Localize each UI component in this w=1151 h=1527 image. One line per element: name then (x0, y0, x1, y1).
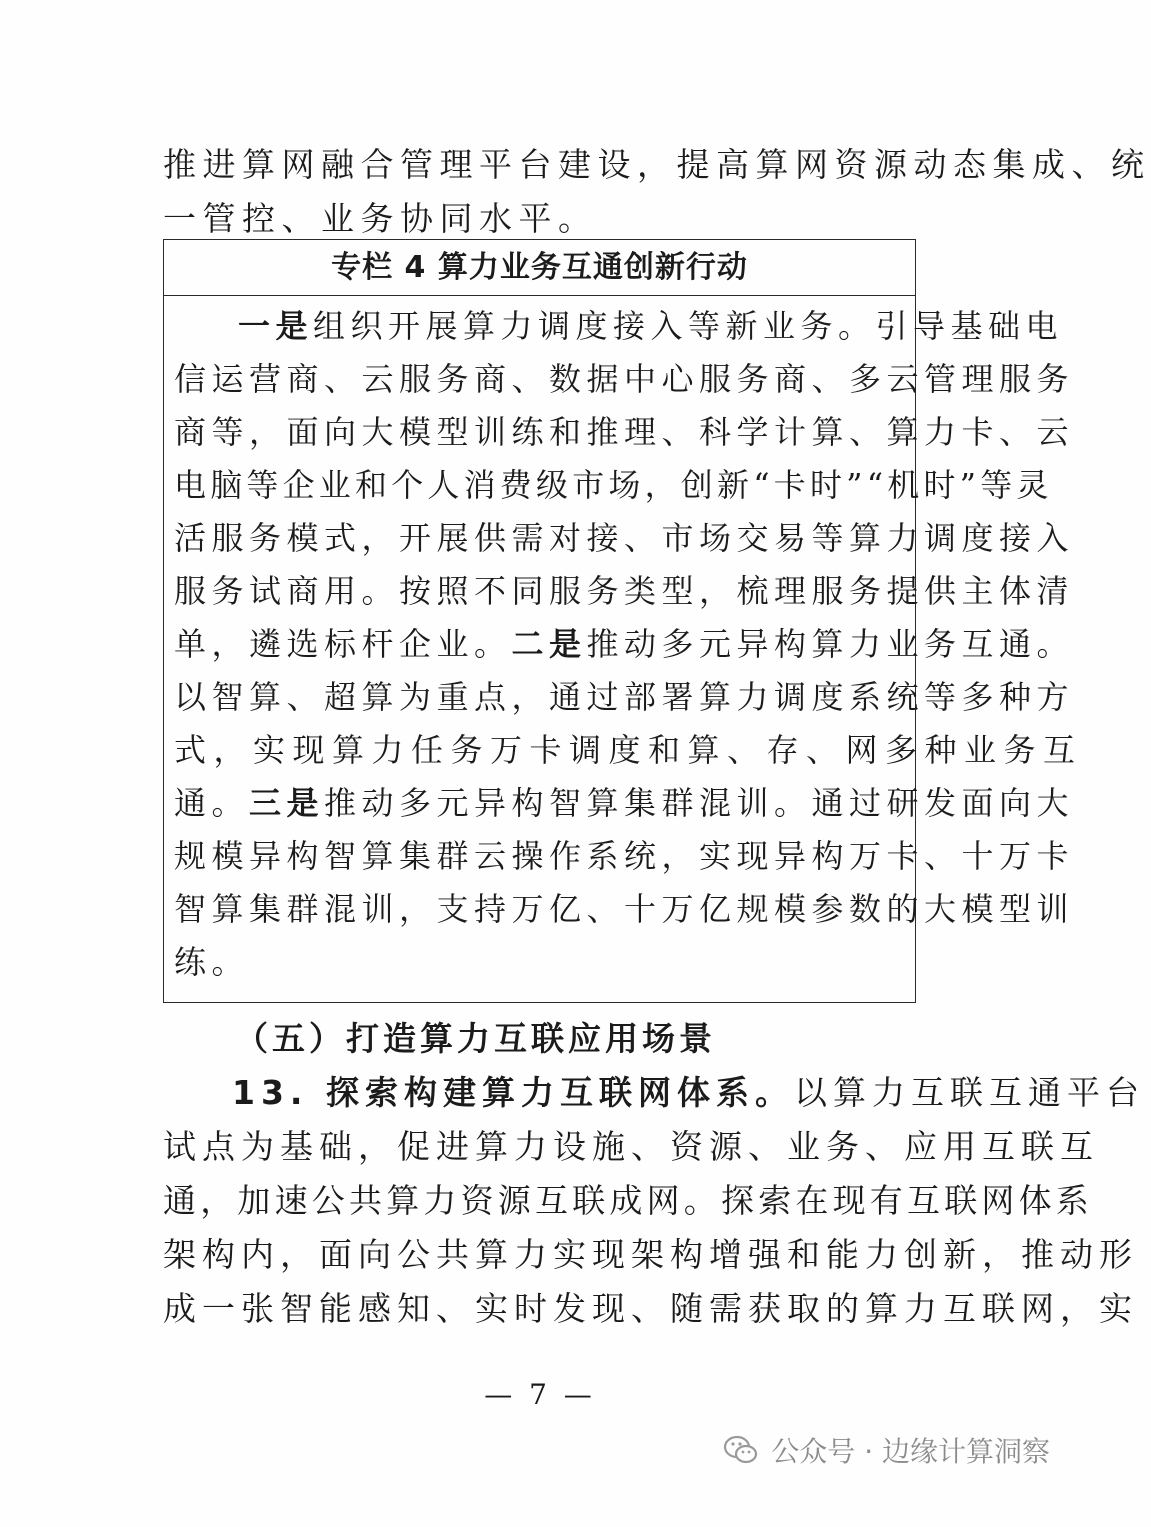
page-number: — 7 — (484, 1378, 596, 1411)
box-line: 通。三是推动多元异构智算集群混训。通过研发面向大 (174, 784, 1075, 822)
box-line: 信运营商、云服务商、数据中心服务商、多云管理服务 (174, 360, 1075, 398)
paragraph-13-line-1: 13. 探索构建算力互联网体系。以算力互联互通平台 (232, 1073, 1145, 1112)
box-line: 商等，面向大模型训练和推理、科学计算、算力卡、云 (174, 413, 1075, 451)
box-line: 规模异构智算集群云操作系统，实现异构万卡、十万卡 (174, 837, 1075, 875)
watermark (721, 1428, 1050, 1472)
box-line: 智算集群混训，支持万亿、十万亿规模参数的大模型训 (174, 890, 1075, 928)
wechat-icon (721, 1430, 761, 1470)
box-line: 以智算、超算为重点，通过部署算力调度系统等多种方 (174, 678, 1075, 716)
intro-line-2: 一管控、业务协同水平。 (163, 199, 598, 238)
box-line: 练。 (174, 943, 250, 981)
paragraph-13-line: 架构内，面向公共算力实现架构增强和能力创新，推动形 (163, 1235, 1138, 1274)
feature-box-body (164, 296, 1083, 1004)
paragraph-13-line: 试点为基础，促进算力设施、资源、业务、应用互联互 (163, 1127, 1099, 1166)
box-line: 单，遴选标杆企业。二是推动多元异构算力业务互通。 (174, 625, 1075, 663)
box-line: 电脑等企业和个人消费级市场，创新“卡时”“机时”等灵 (174, 466, 1053, 504)
box-line: 活服务模式，开展供需对接、市场交易等算力调度接入 (174, 519, 1075, 557)
paragraph-13-line: 成一张智能感知、实时发现、随需获取的算力互联网，实 (163, 1289, 1138, 1328)
section-heading: （五）打造算力互联应用场景 (235, 1019, 716, 1058)
box-line: 一是组织开展算力调度接入等新业务。引导基础电 (238, 307, 1064, 345)
intro-line-1: 推进算网融合管理平台建设，提高算网资源动态集成、统 (163, 145, 1151, 184)
box-line: 式，实现算力任务万卡调度和算、存、网多种业务互 (174, 731, 1083, 769)
feature-box (163, 239, 1083, 1003)
box-line: 服务试商用。按照不同服务类型，梳理服务提供主体清 (174, 572, 1075, 610)
feature-box-title: 专栏 4 算力业务互通创新行动 (164, 240, 915, 296)
watermark-text: 公众号 · 边缘计算洞察 (771, 1435, 1050, 1468)
paragraph-13-line: 通，加速公共算力资源互联成网。探索在现有互联网体系 (163, 1181, 1093, 1220)
